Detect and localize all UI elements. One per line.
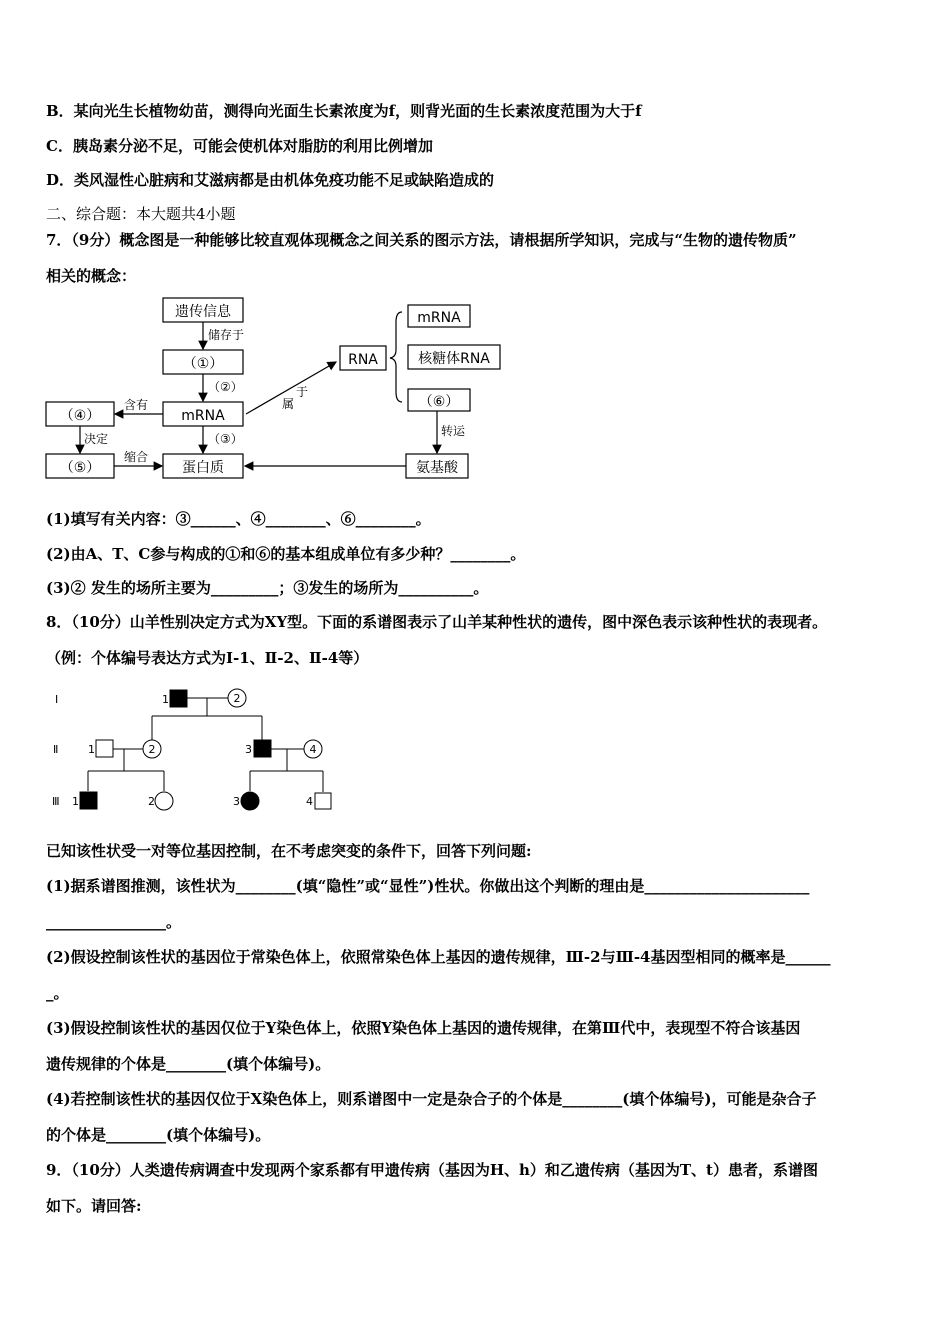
q9-stem-line2: 如下。请回答: — [46, 1197, 142, 1215]
label-decide: 决定 — [84, 432, 109, 446]
num-III-3: 3 — [233, 795, 240, 808]
label-5: （⑤） — [59, 460, 101, 476]
option-d: D．类风湿性心脏病和艾滋病都是由机体免疫功能不足或缺陷造成的 — [46, 171, 495, 189]
num-II-2: 2 — [148, 743, 156, 756]
q7-part3: (3)② 发生的场所主要为_________；③发生的场所为__________。 — [46, 579, 489, 597]
label-rna: RNA — [348, 352, 378, 368]
label-condense: 缩合 — [124, 450, 149, 464]
num-II-3: 3 — [245, 743, 252, 756]
num-I-2: 2 — [233, 692, 241, 705]
q7-part2: (2)由A、T、C参与构成的①和⑥的基本组成单位有多少种？________。 — [46, 545, 526, 563]
gen-label-I: Ⅰ — [55, 693, 59, 706]
q8-part3-line1: (3)假设控制该性状的基因仅位于Y染色体上，依照Y染色体上基因的遗传规律，在第Ⅲ代中，表现型不符合该基因 — [46, 1019, 801, 1037]
num-II-1: 1 — [88, 743, 95, 756]
option-b: B．某向光生长植物幼苗，测得向光面生长素浓度为f，则背光面的生长素浓度范围为大于f — [46, 102, 642, 120]
q8-known: 已知该性状受一对等位基因控制，在不考虑突变的条件下，回答下列问题: — [46, 842, 532, 860]
q8-part3-line2: 遗传规律的个体是________(填个体编号)。 — [46, 1055, 331, 1073]
num-II-4: 4 — [309, 743, 317, 756]
label-4: （④） — [59, 408, 101, 424]
q8-part1-line2: ________________。 — [46, 913, 182, 931]
num-III-4: 4 — [306, 795, 313, 808]
num-III-1: 1 — [72, 795, 79, 808]
q8-part4-line1: (4)若控制该性状的基因仅位于X染色体上，则系谱图中一定是杂合子的个体是________(填个体编号)，可能是杂合子 — [46, 1090, 817, 1108]
label-store-in: 储存于 — [208, 328, 245, 342]
q7-stem-line1: 7．（9分）概念图是一种能够比较直观体现概念之间关系的图示方法，请根据所学知识，完成与“生物的遗传物质” — [46, 231, 797, 249]
section-heading: 二、综合题：本大题共4小题 — [46, 205, 236, 223]
individual-III-4 — [315, 793, 331, 809]
label-belong-2: 于 — [296, 385, 309, 399]
q8-part1-line1: (1)据系谱图推测，该性状为________(填“隐性”或“显性”)性状。你做出这个判断的理由是______________________ — [46, 877, 810, 895]
q8-part2-line1: (2)假设控制该性状的基因位于常染色体上，依照常染色体上基因的遗传规律，Ⅲ-2与Ⅲ-4基因型相同的概率是______ — [46, 948, 831, 966]
num-III-2: 2 — [148, 795, 155, 808]
individual-II-3 — [254, 740, 271, 757]
q9-stem-line1: 9．（10分）人类遗传病调查中发现两个家系都有甲遗传病（基因为H、h）和乙遗传病（基因为T、t）患者，系谱图 — [46, 1161, 818, 1179]
individual-III-3 — [241, 792, 259, 810]
num-I-1: 1 — [162, 693, 169, 706]
individual-III-1 — [80, 792, 97, 809]
q7-stem-line2: 相关的概念： — [46, 267, 137, 285]
label-protein: 蛋白质 — [182, 460, 224, 476]
label-6: （⑥） — [418, 394, 460, 410]
label-mrna: mRNA — [181, 408, 225, 424]
q8-stem-line2: （例：个体编号表达方式为Ⅰ-1、Ⅱ-2、Ⅱ-4等） — [46, 649, 369, 667]
q8-part2-line2: _。 — [46, 984, 69, 1002]
label-2: （②） — [208, 380, 243, 394]
individual-I-1 — [170, 690, 187, 707]
label-contain: 含有 — [124, 398, 149, 412]
label-amino-acid: 氨基酸 — [416, 460, 458, 476]
label-belong-1: 属 — [282, 397, 295, 411]
q8-part4-line2: 的个体是________(填个体编号)。 — [46, 1126, 271, 1144]
label-rrna: 核糖体RNA — [418, 351, 490, 367]
label-1: （①） — [182, 356, 224, 372]
label-mrna-right: mRNA — [417, 310, 461, 326]
label-transport: 转运 — [441, 424, 466, 438]
q7-part1: (1)填写有关内容：③______、④________、⑥________。 — [46, 510, 431, 528]
individual-II-1 — [96, 740, 113, 757]
gen-label-III: Ⅲ — [52, 795, 60, 808]
option-c: C．胰岛素分泌不足，可能会使机体对脂肪的利用比例增加 — [46, 137, 433, 155]
label-genetic-info: 遗传信息 — [175, 304, 231, 320]
q8-stem-line1: 8．（10分）山羊性别决定方式为XY型。下面的系谱图表示了山羊某种性状的遗传，图中深色表示该种性状的表现者。 — [46, 613, 828, 631]
label-3: （③） — [208, 432, 243, 446]
gen-label-II: Ⅱ — [53, 743, 59, 756]
individual-III-2 — [155, 792, 173, 810]
